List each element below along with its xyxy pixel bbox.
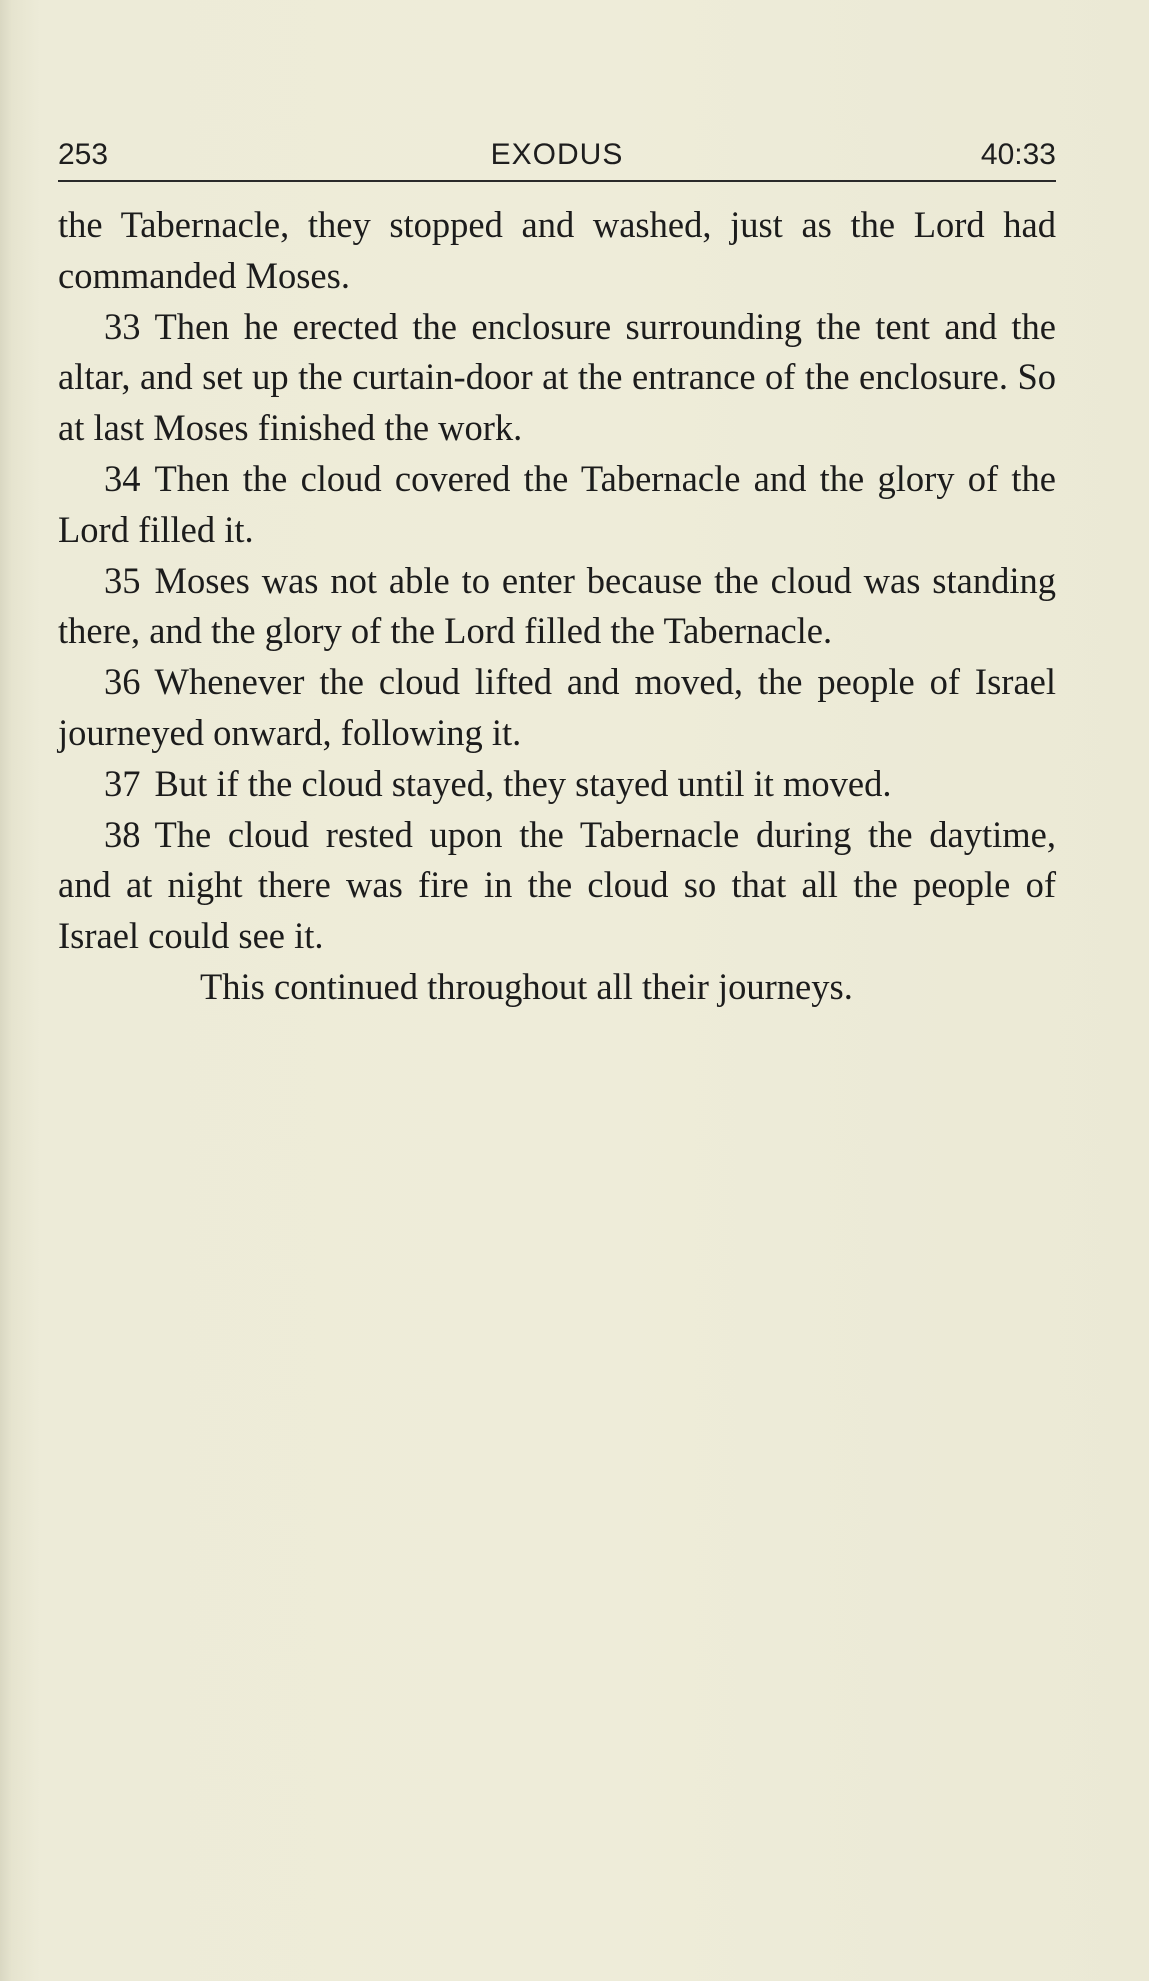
verse-text: Then the cloud covered the Tabernacle and the glory of the Lord filled it. [58, 457, 1056, 550]
verse-number: 36 [104, 661, 141, 703]
verse-text: Then he erected the enclosure surrounding the tent and the altar, and set up the curtain-door at the entrance of the enclosure. So at last Moses finished the work. [58, 305, 1056, 449]
verse-38 [58, 810, 1056, 962]
verse-text: Moses was not able to enter because the cloud was standing there, and the glory of the Lord filled the Tabernacle. [58, 559, 1056, 652]
scripture-text [58, 200, 1056, 1013]
page-number: 253 [58, 138, 109, 171]
verse-number: 34 [104, 457, 141, 499]
verse-33 [58, 302, 1056, 454]
running-header [58, 136, 1056, 182]
verse-36 [58, 657, 1056, 759]
verse-text: Whenever the cloud lifted and moved, the people of Israel journeyed onward, following it. [58, 661, 1056, 753]
chapter-verse-reference: 40:33 [980, 138, 1056, 171]
opening-paragraph: the Tabernacle, they stopped and washed, just as the Lord had commanded Moses. [58, 204, 1056, 296]
verse-text: But if the cloud stayed, they stayed until it moved. [154, 762, 892, 804]
verse-number: 38 [104, 813, 141, 855]
verse-34 [58, 454, 1056, 556]
verse-37 [58, 759, 1056, 810]
verse-number: 37 [104, 762, 141, 804]
closing-line: This continued throughout all their journeys. [200, 965, 853, 1007]
book-title: EXODUS [490, 138, 624, 171]
verse-number: 33 [104, 305, 141, 347]
verse-number: 35 [104, 559, 141, 601]
verse-35 [58, 556, 1056, 658]
verse-text: The cloud rested upon the Tabernacle during the daytime, and at night there was fire in the cloud so that all the people of Israel could see it. [58, 813, 1056, 957]
